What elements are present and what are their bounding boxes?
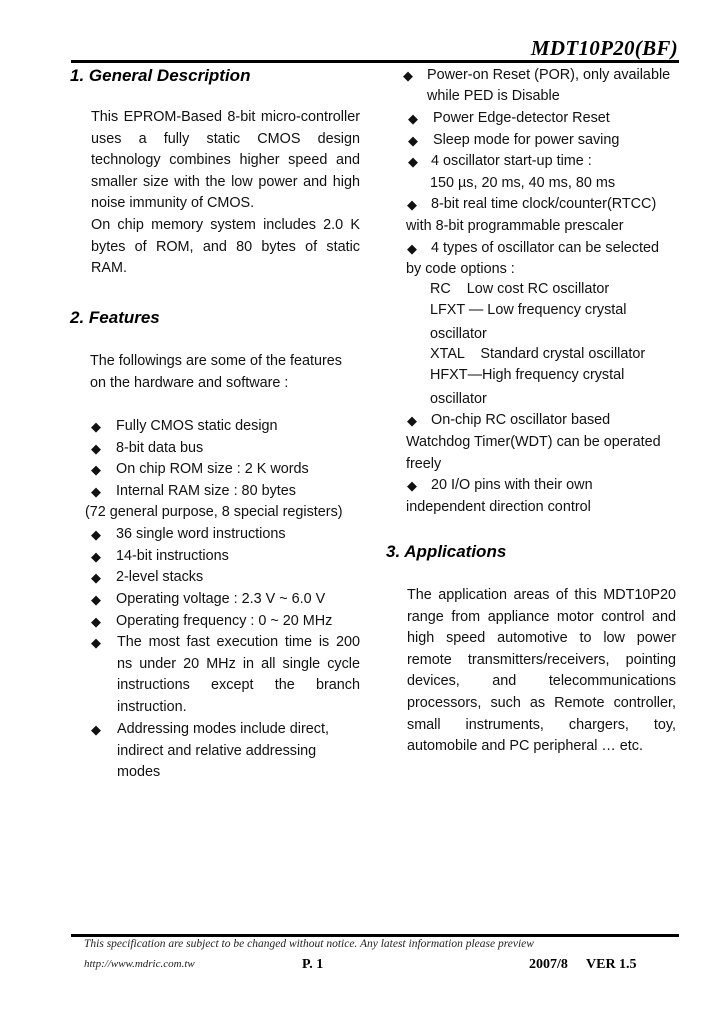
text-line: bytes of ROM, and 80 bytes of static <box>91 238 360 255</box>
diamond-bullet-icon: ◆ <box>407 197 417 212</box>
text-line: The most fast execution time is 200 <box>117 634 360 650</box>
general-description-paragraph <box>91 107 360 280</box>
feature-item: Sleep mode for power saving <box>433 132 620 148</box>
diamond-bullet-icon: ◆ <box>408 111 418 126</box>
diamond-bullet-icon: ◆ <box>91 722 101 737</box>
feature-item: 8-bit real time clock/counter(RTCC) <box>431 196 657 212</box>
feature-item-continuation: 150 µs, 20 ms, 40 ms, 80 ms <box>430 175 616 191</box>
applications-paragraph <box>407 585 676 758</box>
feature-item-continuation: with 8-bit programmable prescaler <box>406 218 624 234</box>
page-number: P. 1 <box>302 957 324 972</box>
text-line: instructions except the branch <box>117 677 360 694</box>
diamond-bullet-icon: ◆ <box>91 635 101 650</box>
feature-item: Fully CMOS static design <box>116 418 278 434</box>
feature-item-continuation: freely <box>406 456 442 472</box>
text-line: The application areas of this MDT10P20 <box>407 587 676 603</box>
footer-rule <box>71 934 679 937</box>
feature-item: 8-bit data bus <box>116 440 204 456</box>
header-rule <box>71 60 679 63</box>
revision-date: 2007/8 <box>529 957 568 972</box>
footer-url-link[interactable]: http://www.mdric.com.tw <box>84 958 195 970</box>
section-heading-applications: 3. Applications <box>386 542 507 561</box>
section-heading-general-description: 1. General Description <box>70 66 251 85</box>
text-line: noise immunity of CMOS. <box>91 195 255 212</box>
feature-item-continuation: modes <box>117 764 161 780</box>
feature-item: 4 types of oscillator can be selected <box>431 240 659 256</box>
feature-item-continuation: indirect and relative addressing <box>117 743 317 759</box>
diamond-bullet-icon: ◆ <box>407 413 417 428</box>
feature-item: Power Edge-detector Reset <box>433 110 610 126</box>
text-line: On chip memory system includes 2.0 K <box>91 216 360 233</box>
feature-item: 14-bit instructions <box>116 548 229 564</box>
text-line: remote transmitters/receivers, pointing <box>407 651 676 668</box>
text-line: automobile and PC peripheral … etc. <box>407 738 643 755</box>
section-heading-features: 2. Features <box>70 308 160 327</box>
oscillator-option-continuation: oscillator <box>430 391 487 407</box>
diamond-bullet-icon: ◆ <box>407 241 417 256</box>
diamond-bullet-icon: ◆ <box>91 549 101 564</box>
diamond-bullet-icon: ◆ <box>403 68 413 83</box>
feature-item: On-chip RC oscillator based <box>431 412 611 428</box>
text-line: This EPROM-Based 8-bit micro-controller <box>91 109 360 125</box>
oscillator-option-xtal: XTAL Standard crystal oscillator <box>430 346 646 362</box>
diamond-bullet-icon: ◆ <box>407 478 417 493</box>
text-line: uses a fully static CMOS design <box>91 130 360 147</box>
feature-item: Operating voltage : 2.3 V ~ 6.0 V <box>116 591 326 607</box>
text-line: processors, such as Remote controller, <box>407 694 676 711</box>
feature-item: 36 single word instructions <box>116 526 286 542</box>
diamond-bullet-icon: ◆ <box>91 484 101 499</box>
diamond-bullet-icon: ◆ <box>91 570 101 585</box>
text-line: high speed automotive to low power <box>407 630 676 647</box>
feature-item: On chip ROM size : 2 K words <box>116 461 309 477</box>
diamond-bullet-icon: ◆ <box>91 527 101 542</box>
text-line: RAM. <box>91 260 127 277</box>
feature-item-multiline <box>117 632 360 718</box>
version-label: VER 1.5 <box>586 957 637 972</box>
diamond-bullet-icon: ◆ <box>408 133 418 148</box>
oscillator-option-hfxt: HFXT—High frequency crystal <box>430 367 625 383</box>
text-line: smaller size with the low power and high <box>91 173 360 190</box>
diamond-bullet-icon: ◆ <box>408 154 418 169</box>
diamond-bullet-icon: ◆ <box>91 462 101 477</box>
diamond-bullet-icon: ◆ <box>91 419 101 434</box>
text-line: devices, and telecommunications <box>407 673 676 690</box>
feature-item: Power-on Reset (POR), only available <box>427 67 671 83</box>
diamond-bullet-icon: ◆ <box>91 592 101 607</box>
text-line: small instruments, chargers, toy, <box>407 716 676 733</box>
feature-item-continuation: while PED is Disable <box>427 88 560 104</box>
diamond-bullet-icon: ◆ <box>91 614 101 629</box>
text-line: instruction. <box>117 698 187 715</box>
feature-item: 2-level stacks <box>116 569 204 585</box>
oscillator-option-rc: RC Low cost RC oscillator <box>430 281 610 297</box>
feature-item: 4 oscillator start-up time : <box>431 153 592 169</box>
diamond-bullet-icon: ◆ <box>91 441 101 456</box>
feature-item-continuation: (72 general purpose, 8 special registers) <box>85 504 343 520</box>
feature-item: Internal RAM size : 80 bytes <box>116 483 296 499</box>
text-line: technology combines higher speed and <box>91 152 360 169</box>
feature-item-continuation: independent direction control <box>406 499 591 515</box>
feature-item-continuation: by code options : <box>406 261 515 277</box>
feature-item-continuation: Watchdog Timer(WDT) can be operated <box>406 434 661 450</box>
text-line: range from appliance motor control and <box>407 608 676 625</box>
footer-notice: This specification are subject to be changed without notice. Any latest information please preview <box>84 938 534 950</box>
feature-item: Operating frequency : 0 ~ 20 MHz <box>116 613 333 629</box>
features-intro-line: on the hardware and software : <box>90 375 289 391</box>
text-line: ns under 20 MHz in all single cycle <box>117 655 360 672</box>
feature-item: Addressing modes include direct, <box>117 721 329 737</box>
oscillator-option-continuation: oscillator <box>430 326 487 342</box>
oscillator-option-lfxt: LFXT — Low frequency crystal <box>430 302 627 318</box>
document-title: MDT10P20(BF) <box>530 36 678 60</box>
feature-item: 20 I/O pins with their own <box>431 477 593 493</box>
features-intro-line: The followings are some of the features <box>90 353 342 369</box>
